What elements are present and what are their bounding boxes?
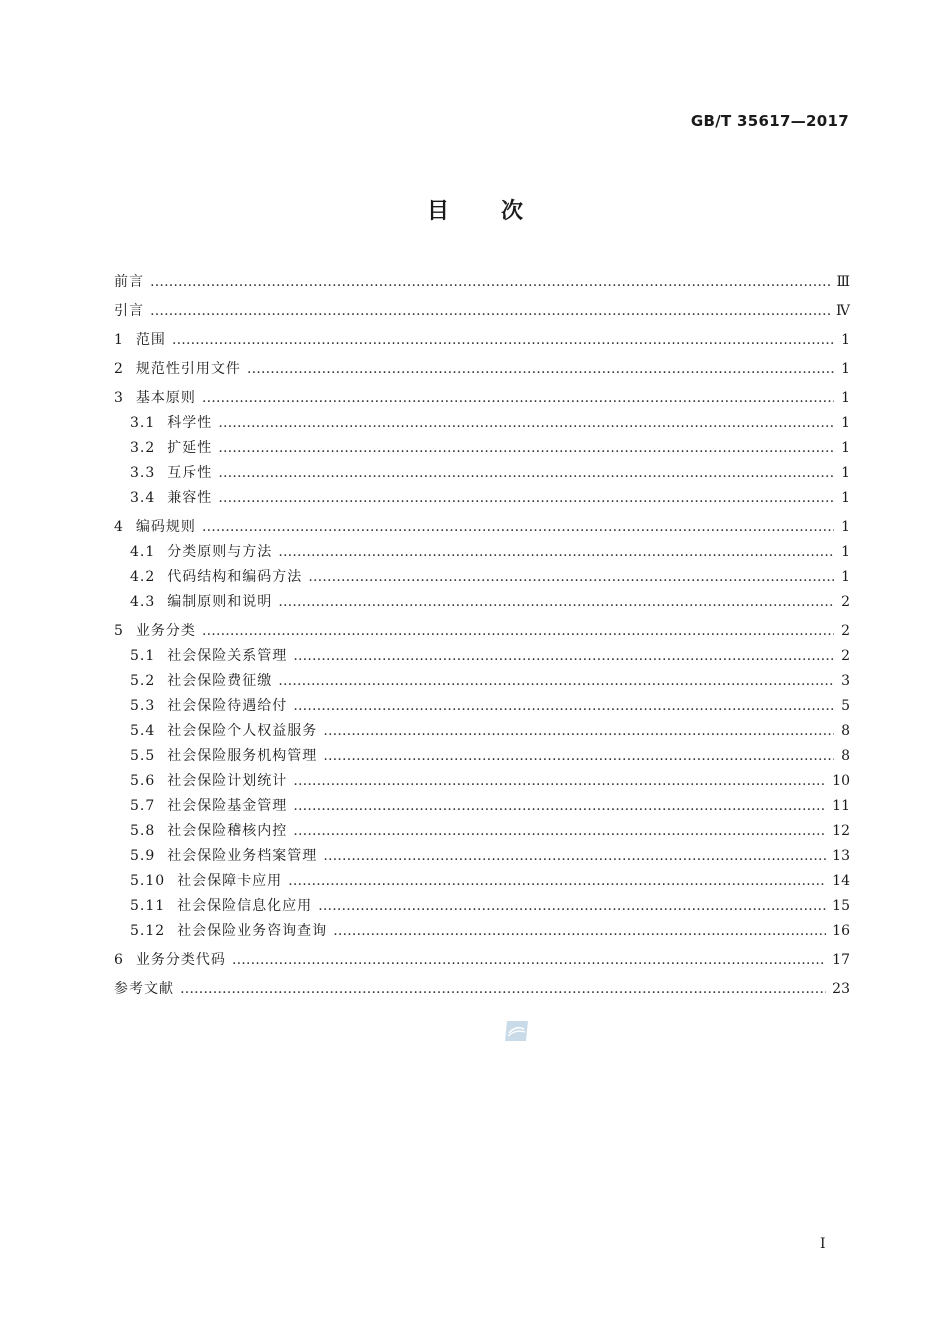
toc-entry-label: 编制原则和说明 <box>167 594 273 610</box>
toc-dot-leader <box>172 328 834 353</box>
toc-entry[interactable] <box>114 719 850 744</box>
toc-entry-number: 5.4 <box>130 723 156 739</box>
toc-entry-page: 17 <box>832 952 850 968</box>
toc-entry-label: 扩延性 <box>167 440 213 456</box>
toc-entry-label: 参考文献 <box>114 981 174 997</box>
toc-entry[interactable] <box>114 328 850 353</box>
toc-entry-page: 1 <box>841 440 850 456</box>
toc-dot-leader <box>308 565 834 590</box>
toc-entry-number: 3.1 <box>130 415 156 431</box>
toc-entry-page: 10 <box>832 773 850 789</box>
toc-entry-number: 4.3 <box>130 594 156 610</box>
toc-entry-label: 社会保险费征缴 <box>167 673 273 689</box>
toc-entry-label: 社会保险计划统计 <box>167 773 288 789</box>
toc-entry[interactable] <box>114 515 850 540</box>
toc-entry-number: 5.7 <box>130 798 156 814</box>
toc-entry-page: Ⅳ <box>836 303 850 319</box>
toc-dot-leader <box>318 894 826 919</box>
toc-entry-label: 互斥性 <box>167 465 213 481</box>
toc-dot-leader <box>180 977 826 1002</box>
toc-entry-page: 1 <box>841 544 850 560</box>
toc-entry-label: 社会保险服务机构管理 <box>167 748 318 764</box>
toc-dot-leader <box>323 719 834 744</box>
toc-entry-label: 编码规则 <box>135 519 196 535</box>
toc-dot-leader <box>150 270 830 295</box>
toc-entry[interactable] <box>114 619 850 644</box>
toc-dot-leader <box>278 540 834 565</box>
toc-entry-number: 4 <box>114 519 124 535</box>
toc-entry[interactable] <box>114 919 850 944</box>
toc-entry[interactable] <box>114 844 850 869</box>
toc-entry-label: 社会保险稽核内控 <box>167 823 288 839</box>
toc-entry-page: 1 <box>841 569 850 585</box>
toc-entry[interactable] <box>114 869 850 894</box>
toc-dot-leader <box>218 436 834 461</box>
toc-entry-label: 分类原则与方法 <box>167 544 273 560</box>
toc-entry-label: 社会保险信息化应用 <box>177 898 313 914</box>
toc-entry-number: 5.11 <box>130 898 166 914</box>
toc-entry-label: 代码结构和编码方法 <box>167 569 303 585</box>
table-of-contents <box>114 270 850 1002</box>
toc-entry[interactable] <box>114 948 850 973</box>
toc-entry-page: 12 <box>832 823 850 839</box>
toc-entry-number: 2 <box>114 361 124 377</box>
page-title: 目次 <box>426 199 575 224</box>
toc-dot-leader <box>278 590 834 615</box>
toc-entry-page: 1 <box>841 465 850 481</box>
toc-entry-page: 13 <box>832 848 850 864</box>
toc-entry-number: 5.1 <box>130 648 156 664</box>
toc-entry[interactable] <box>114 461 850 486</box>
toc-entry-label: 前言 <box>114 274 144 290</box>
toc-entry[interactable] <box>114 565 850 590</box>
toc-dot-leader <box>333 919 826 944</box>
toc-dot-leader <box>323 844 826 869</box>
toc-entry-label: 业务分类 <box>135 623 196 639</box>
toc-entry[interactable] <box>114 486 850 511</box>
toc-entry[interactable] <box>114 769 850 794</box>
toc-entry[interactable] <box>114 977 850 1002</box>
toc-entry-page: 1 <box>841 490 850 506</box>
toc-entry-number: 5.2 <box>130 673 156 689</box>
toc-dot-leader <box>202 386 834 411</box>
toc-entry-label: 基本原则 <box>135 390 196 406</box>
toc-entry-page: 15 <box>832 898 850 914</box>
toc-dot-leader <box>202 515 834 540</box>
toc-entry-label: 引言 <box>114 303 144 319</box>
toc-entry[interactable] <box>114 669 850 694</box>
toc-entry-label: 社会保险业务咨询查询 <box>177 923 328 939</box>
toc-entry[interactable] <box>114 540 850 565</box>
toc-dot-leader <box>202 619 834 644</box>
toc-entry[interactable] <box>114 894 850 919</box>
toc-entry-number: 5.6 <box>130 773 156 789</box>
toc-entry-page: 1 <box>841 415 850 431</box>
toc-entry[interactable] <box>114 299 850 324</box>
toc-entry-page: 1 <box>841 519 850 535</box>
toc-entry-page: 5 <box>841 698 850 714</box>
toc-entry-label: 社会保障卡应用 <box>177 873 283 889</box>
toc-entry-number: 1 <box>114 332 124 348</box>
toc-entry-number: 3.4 <box>130 490 156 506</box>
toc-entry[interactable] <box>114 794 850 819</box>
toc-dot-leader <box>293 644 834 669</box>
toc-entry-label: 科学性 <box>167 415 213 431</box>
toc-entry-page: 1 <box>841 361 850 377</box>
toc-dot-leader <box>247 357 834 382</box>
toc-dot-leader <box>150 299 830 324</box>
toc-entry-page: 8 <box>841 723 850 739</box>
toc-entry-page: Ⅲ <box>836 274 850 290</box>
toc-entry[interactable] <box>114 694 850 719</box>
toc-entry-page: 1 <box>841 390 850 406</box>
toc-entry-label: 社会保险基金管理 <box>167 798 288 814</box>
toc-entry-page: 2 <box>841 623 850 639</box>
toc-entry[interactable] <box>114 386 850 411</box>
toc-entry[interactable] <box>114 357 850 382</box>
toc-entry-page: 2 <box>841 594 850 610</box>
toc-entry-page: 14 <box>832 873 850 889</box>
toc-entry-label: 规范性引用文件 <box>135 361 241 377</box>
toc-dot-leader <box>293 794 826 819</box>
toc-entry-number: 5.12 <box>130 923 166 939</box>
toc-entry-number: 5 <box>114 623 124 639</box>
toc-entry[interactable] <box>114 270 850 295</box>
toc-entry-number: 3.2 <box>130 440 156 456</box>
toc-entry-number: 5.3 <box>130 698 156 714</box>
toc-dot-leader <box>293 694 834 719</box>
toc-entry-label: 业务分类代码 <box>135 952 226 968</box>
toc-entry-number: 3 <box>114 390 124 406</box>
toc-entry-number: 3.3 <box>130 465 156 481</box>
toc-dot-leader <box>218 486 834 511</box>
toc-entry[interactable] <box>114 436 850 461</box>
toc-entry-label: 兼容性 <box>167 490 213 506</box>
toc-entry-number: 6 <box>114 952 124 968</box>
toc-dot-leader <box>278 669 834 694</box>
standard-code: GB/T 35617—2017 <box>690 112 849 130</box>
toc-entry-label: 范围 <box>135 332 166 348</box>
toc-entry-number: 5.10 <box>130 873 166 889</box>
toc-entry-number: 5.9 <box>130 848 156 864</box>
toc-dot-leader <box>288 869 826 894</box>
toc-entry-number: 5.5 <box>130 748 156 764</box>
toc-dot-leader <box>218 461 834 486</box>
toc-entry[interactable] <box>114 411 850 436</box>
toc-entry-page: 16 <box>832 923 850 939</box>
toc-entry[interactable] <box>114 819 850 844</box>
toc-dot-leader <box>293 819 826 844</box>
toc-entry-label: 社会保险待遇给付 <box>167 698 288 714</box>
toc-entry-page: 1 <box>841 332 850 348</box>
toc-entry-label: 社会保险业务档案管理 <box>167 848 318 864</box>
toc-dot-leader <box>218 411 834 436</box>
toc-entry-page: 23 <box>832 981 850 997</box>
toc-entry-label: 社会保险个人权益服务 <box>167 723 318 739</box>
toc-entry-number: 5.8 <box>130 823 156 839</box>
toc-entry-page: 11 <box>832 798 850 814</box>
toc-entry-page: 8 <box>841 748 850 764</box>
toc-entry-number: 4.2 <box>130 569 156 585</box>
toc-entry-page: 3 <box>841 673 850 689</box>
toc-dot-leader <box>293 769 826 794</box>
toc-entry[interactable] <box>114 744 850 769</box>
toc-entry[interactable] <box>114 590 850 615</box>
toc-entry[interactable] <box>114 644 850 669</box>
sac-logo-icon <box>503 1019 530 1043</box>
toc-dot-leader <box>323 744 834 769</box>
toc-dot-leader <box>232 948 826 973</box>
toc-entry-label: 社会保险关系管理 <box>167 648 288 664</box>
page-number: Ⅰ <box>820 1236 826 1252</box>
toc-entry-number: 4.1 <box>130 544 156 560</box>
toc-entry-page: 2 <box>841 648 850 664</box>
